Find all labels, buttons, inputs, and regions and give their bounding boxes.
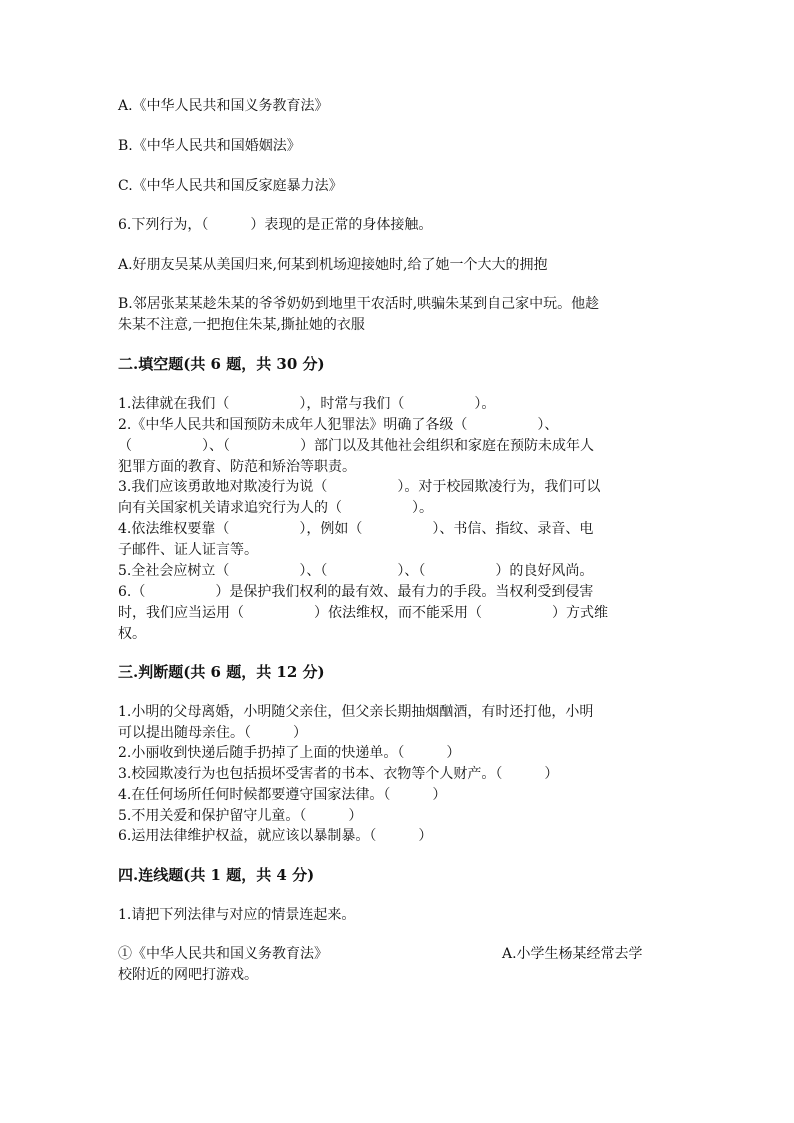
matching-right-item-line2: 校附近的网吧打游戏。	[118, 967, 258, 983]
judge-line: 可以提出随母亲住。（ ）	[118, 725, 307, 741]
question-6-option-b-line1: B.邻居张某某趁朱某的爷爷奶奶到地里干农活时,哄骗朱某到自己家中玩。他趁	[118, 296, 600, 312]
fill-line: 2.《中华人民共和国预防未成年人犯罪法》明确了各级（ ）、	[118, 417, 559, 433]
fill-line: 时，我们应当运用（ ）依法维权，而不能采用（ ）方式维	[118, 605, 608, 621]
section-3-title: 三.判断题(共 6 题，共 12 分)	[118, 663, 325, 681]
matching-left-item: ①《中华人民共和国义务教育法》	[118, 946, 328, 962]
question-6-stem: 6.下列行为，（ ）表现的是正常的身体接触。	[118, 217, 433, 233]
fill-line: 犯罪方面的教育、防范和矫治等职责。	[118, 459, 356, 475]
fill-line: 权。	[118, 626, 146, 642]
section-4-title: 四.连线题(共 1 题，共 4 分)	[118, 866, 315, 884]
fill-line: 子邮件、证人证言等。	[118, 542, 258, 558]
judge-line: 4.在任何场所任何时候都要遵守国家法律。（ ）	[118, 787, 447, 803]
question-6-option-a: A.好朋友吴某从美国归来,何某到机场迎接她时,给了她一个大大的拥抱	[118, 257, 548, 273]
fill-line: 向有关国家机关请求追究行为人的（ ）。	[118, 500, 433, 516]
matching-right-item-line1: A.小学生杨某经常去学	[502, 946, 643, 962]
fill-line: 6.（ ）是保护我们权利的最有效、最有力的手段。当权利受到侵害	[118, 584, 594, 600]
judge-line: 3.校园欺凌行为也包括损坏受害者的书本、衣物等个人财产。（ ）	[118, 766, 559, 782]
option-a: A.《中华人民共和国义务教育法》	[118, 98, 329, 114]
fill-line: （ ）、（ ）部门以及其他社会组织和家庭在预防未成年人	[118, 438, 594, 454]
judge-line: 1.小明的父母离婚，小明随父亲住，但父亲长期抽烟酗酒，有时还打他，小明	[118, 704, 594, 720]
judge-line: 2.小丽收到快递后随手扔掉了上面的快递单。（ ）	[118, 745, 461, 761]
fill-line: 5.全社会应树立（ ）、（ ）、（ ）的良好风尚。	[118, 563, 594, 579]
fill-line: 4.依法维权要靠（ ），例如（ ）、书信、指纹、录音、电	[118, 521, 594, 537]
matching-intro: 1.请把下列法律与对应的情景连起来。	[118, 907, 356, 923]
question-6-option-b-line2: 朱某不注意,一把抱住朱某,撕扯她的衣服	[118, 317, 365, 333]
option-b: B.《中华人民共和国婚姻法》	[118, 138, 301, 154]
section-2-title: 二.填空题(共 6 题，共 30 分)	[118, 355, 325, 373]
judge-line: 6.运用法律维护权益，就应该以暴制暴。（ ）	[118, 828, 433, 844]
judge-line: 5.不用关爱和保护留守儿童。（ ）	[118, 808, 363, 824]
option-c: C.《中华人民共和国反家庭暴力法》	[118, 178, 343, 194]
fill-line: 1.法律就在我们（ ），时常与我们（ ）。	[118, 396, 496, 412]
fill-line: 3.我们应该勇敢地对欺凌行为说（ ）。对于校园欺凌行为，我们可以	[118, 479, 601, 495]
